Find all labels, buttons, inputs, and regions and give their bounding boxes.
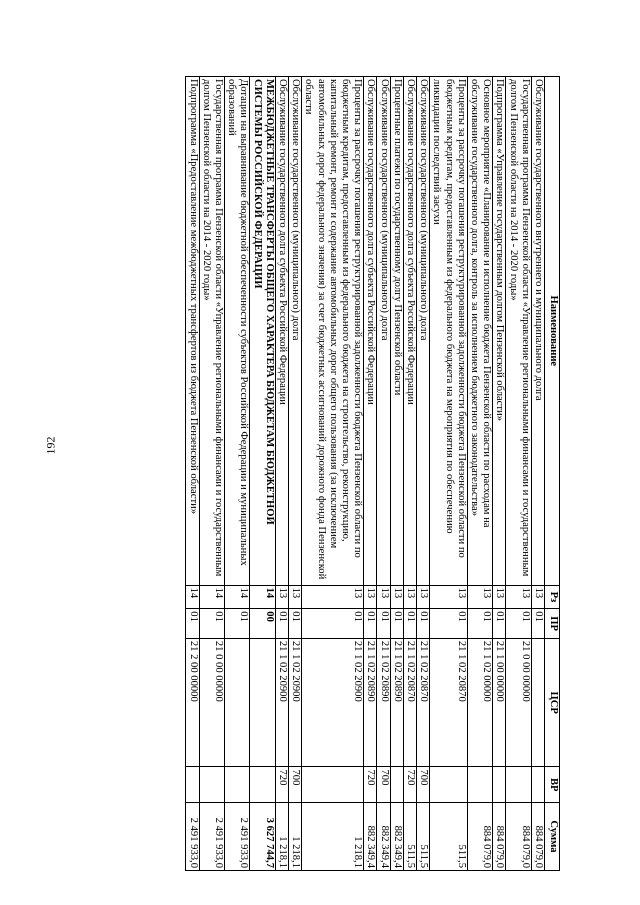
cell-name: Обслуживание государственного долга субъекта Российской Федерации xyxy=(364,77,377,586)
cell-sum: 3 627 744,7 xyxy=(250,802,275,870)
cell-rz: 13 xyxy=(288,585,301,609)
cell-name: Подпрограмма «Предоставление межбюджетных трансфертов из бюджета Пензенской области» xyxy=(186,77,199,586)
table-row xyxy=(493,77,506,871)
cell-sum: 882 349,4 xyxy=(377,802,390,870)
cell-vr xyxy=(302,767,364,802)
cell-vr: 700 xyxy=(288,767,301,802)
cell-sum: 511,5 xyxy=(430,802,468,870)
cell-pr: 01 xyxy=(199,609,224,639)
cell-sum: 2 491 933,0 xyxy=(199,802,224,870)
cell-csr: 21 1 02 20890 xyxy=(364,638,377,767)
table-row xyxy=(288,77,301,871)
cell-pr: 01 xyxy=(506,609,531,639)
cell-vr: 720 xyxy=(275,767,288,802)
cell-pr: 01 xyxy=(302,609,364,639)
cell-vr xyxy=(224,767,249,802)
cell-name: Обслуживание государственного долга субъекта Российской Федерации xyxy=(275,77,288,586)
header-csr: ЦСР xyxy=(545,638,560,767)
cell-pr: 01 xyxy=(390,609,403,639)
cell-vr: 700 xyxy=(377,767,390,802)
cell-vr: 700 xyxy=(416,767,429,802)
cell-sum: 511,5 xyxy=(403,802,416,870)
cell-pr: 01 xyxy=(288,609,301,639)
cell-name: Подпрограмма «Управление государственным долгом Пензенской области» xyxy=(493,77,506,586)
cell-csr xyxy=(224,638,249,767)
cell-sum: 511,5 xyxy=(416,802,429,870)
cell-vr xyxy=(506,767,531,802)
cell-rz: 13 xyxy=(377,585,390,609)
cell-sum: 884 079,0 xyxy=(493,802,506,870)
cell-pr: 01 xyxy=(493,609,506,639)
cell-sum: 884 079,0 xyxy=(467,802,492,870)
cell-vr xyxy=(390,767,403,802)
cell-csr: 21 1 02 20890 xyxy=(377,638,390,767)
header-pr: ПР xyxy=(545,609,560,639)
cell-vr xyxy=(467,767,492,802)
cell-csr: 21 1 02 20870 xyxy=(416,638,429,767)
cell-pr: 01 xyxy=(224,609,249,639)
cell-csr xyxy=(531,638,544,767)
cell-rz: 13 xyxy=(493,585,506,609)
cell-name: Проценты за рассрочку погашения реструктурированной задолженности бюджета Пензенской области по бюджетным кредитам, предоставленным из федерального бюджета на мероприятия по обеспечению ликвидации последствий засухи xyxy=(430,77,468,586)
cell-sum: 1 218,1 xyxy=(302,802,364,870)
table-row xyxy=(390,77,403,871)
table-row xyxy=(531,77,544,871)
cell-rz: 13 xyxy=(531,585,544,609)
rotated-table-container xyxy=(82,76,560,871)
cell-rz: 13 xyxy=(416,585,429,609)
cell-vr: 720 xyxy=(403,767,416,802)
table-row xyxy=(186,77,199,871)
cell-vr xyxy=(250,767,275,802)
cell-sum: 1 218,1 xyxy=(275,802,288,870)
cell-sum: 882 349,4 xyxy=(364,802,377,870)
cell-rz: 13 xyxy=(364,585,377,609)
cell-name: МЕЖБЮДЖЕТНЫЕ ТРАНСФЕРТЫ ОБЩЕГО ХАРАКТЕРА БЮДЖЕТАМ БЮДЖЕТНОЙ СИСТЕМЫ РОССИЙСКОЙ ФЕДЕРАЦИИ xyxy=(250,77,275,586)
table-row xyxy=(430,77,468,871)
cell-rz: 13 xyxy=(390,585,403,609)
cell-pr: 01 xyxy=(467,609,492,639)
cell-name: Обслуживание государственного (муниципального) долга xyxy=(416,77,429,586)
cell-rz: 13 xyxy=(403,585,416,609)
cell-vr: 720 xyxy=(364,767,377,802)
cell-csr: 21 1 00 00000 xyxy=(493,638,506,767)
header-sum: Сумма xyxy=(545,802,560,870)
cell-csr: 21 0 00 00000 xyxy=(199,638,224,767)
cell-name: Обслуживание государственного (муниципального) долга xyxy=(288,77,301,586)
cell-csr: 21 2 00 00000 xyxy=(186,638,199,767)
table-row xyxy=(275,77,288,871)
cell-vr xyxy=(186,767,199,802)
cell-sum: 2 491 933,0 xyxy=(224,802,249,870)
cell-name: Обслуживание государственного (муниципального) долга xyxy=(377,77,390,586)
cell-csr xyxy=(250,638,275,767)
cell-name: Государственная программа Пензенской области «Управление региональными финансами и государственным долгом Пензенской области на 2014 - 2020 годы» xyxy=(506,77,531,586)
cell-csr: 21 1 02 20890 xyxy=(390,638,403,767)
cell-name: Основное мероприятие «Планирование и исполнение бюджета Пензенской области по расходам на обслуживание государственного долга, контроль за исполнением бюджетного законодательства» xyxy=(467,77,492,586)
cell-sum: 884 079,0 xyxy=(506,802,531,870)
cell-vr xyxy=(199,767,224,802)
cell-name: Государственная программа Пензенской области «Управление региональными финансами и государственным долгом Пензенской области на 2014 - 2020 годы» xyxy=(199,77,224,586)
cell-csr: 21 1 02 20870 xyxy=(403,638,416,767)
cell-csr: 21 1 02 20900 xyxy=(275,638,288,767)
cell-sum: 884 079,0 xyxy=(531,802,544,870)
cell-vr xyxy=(493,767,506,802)
cell-sum: 882 349,4 xyxy=(390,802,403,870)
cell-sum: 2 491 933,0 xyxy=(186,802,199,870)
table-body xyxy=(186,77,545,871)
cell-pr: 01 xyxy=(430,609,468,639)
cell-sum: 1 218,1 xyxy=(288,802,301,870)
table-row xyxy=(377,77,390,871)
page-number: 192 xyxy=(43,436,58,455)
table-row xyxy=(199,77,224,871)
cell-rz: 13 xyxy=(430,585,468,609)
budget-table xyxy=(185,76,560,871)
cell-pr: 01 xyxy=(364,609,377,639)
table-header-row xyxy=(545,77,560,871)
table-row xyxy=(403,77,416,871)
header-rz: Рз xyxy=(545,585,560,609)
cell-pr: 01 xyxy=(403,609,416,639)
cell-name: Обслуживание государственного внутреннего и муниципального долга xyxy=(531,77,544,586)
cell-pr: 01 xyxy=(531,609,544,639)
cell-rz: 14 xyxy=(224,585,249,609)
cell-pr: 01 xyxy=(416,609,429,639)
cell-pr: 01 xyxy=(377,609,390,639)
header-name: Наименование xyxy=(545,77,560,586)
cell-rz: 14 xyxy=(199,585,224,609)
cell-name: Обслуживание государственного долга субъекта Российской Федерации xyxy=(403,77,416,586)
cell-name: Дотации на выравнивание бюджетной обеспеченности субъектов Российской Федерации и муниципальных образований xyxy=(224,77,249,586)
cell-csr: 21 1 02 00000 xyxy=(467,638,492,767)
cell-name: Процентные платежи по государственному долгу Пензенской области xyxy=(390,77,403,586)
cell-pr: 00 xyxy=(250,609,275,639)
cell-rz: 13 xyxy=(302,585,364,609)
cell-rz: 13 xyxy=(506,585,531,609)
cell-name: Проценты за рассрочку погашения реструктурированной задолженности бюджета Пензенской области по бюджетным кредитам, предоставленным из федерального бюджета на строительство, реконструкцию, капитальный ремонт, ремонт и содержание автомобильных дорог общего пользования (за исключением автомобильных дорог федерального значения) за счет бюджетных ассигнований дорожного фонда Пензенской области xyxy=(302,77,364,586)
header-vr: ВР xyxy=(545,767,560,802)
cell-rz: 14 xyxy=(250,585,275,609)
table-row xyxy=(364,77,377,871)
cell-pr: 01 xyxy=(186,609,199,639)
table-row xyxy=(302,77,364,871)
cell-csr: 21 1 02 20900 xyxy=(302,638,364,767)
cell-vr xyxy=(531,767,544,802)
cell-rz: 14 xyxy=(186,585,199,609)
cell-csr: 21 1 02 20870 xyxy=(430,638,468,767)
cell-rz: 13 xyxy=(467,585,492,609)
table-row xyxy=(416,77,429,871)
cell-rz: 13 xyxy=(275,585,288,609)
table-row xyxy=(506,77,531,871)
table-row xyxy=(467,77,492,871)
cell-csr: 21 1 02 20900 xyxy=(288,638,301,767)
cell-csr: 21 0 00 00000 xyxy=(506,638,531,767)
table-row xyxy=(224,77,249,871)
cell-vr xyxy=(430,767,468,802)
table-row xyxy=(250,77,275,871)
cell-pr: 01 xyxy=(275,609,288,639)
